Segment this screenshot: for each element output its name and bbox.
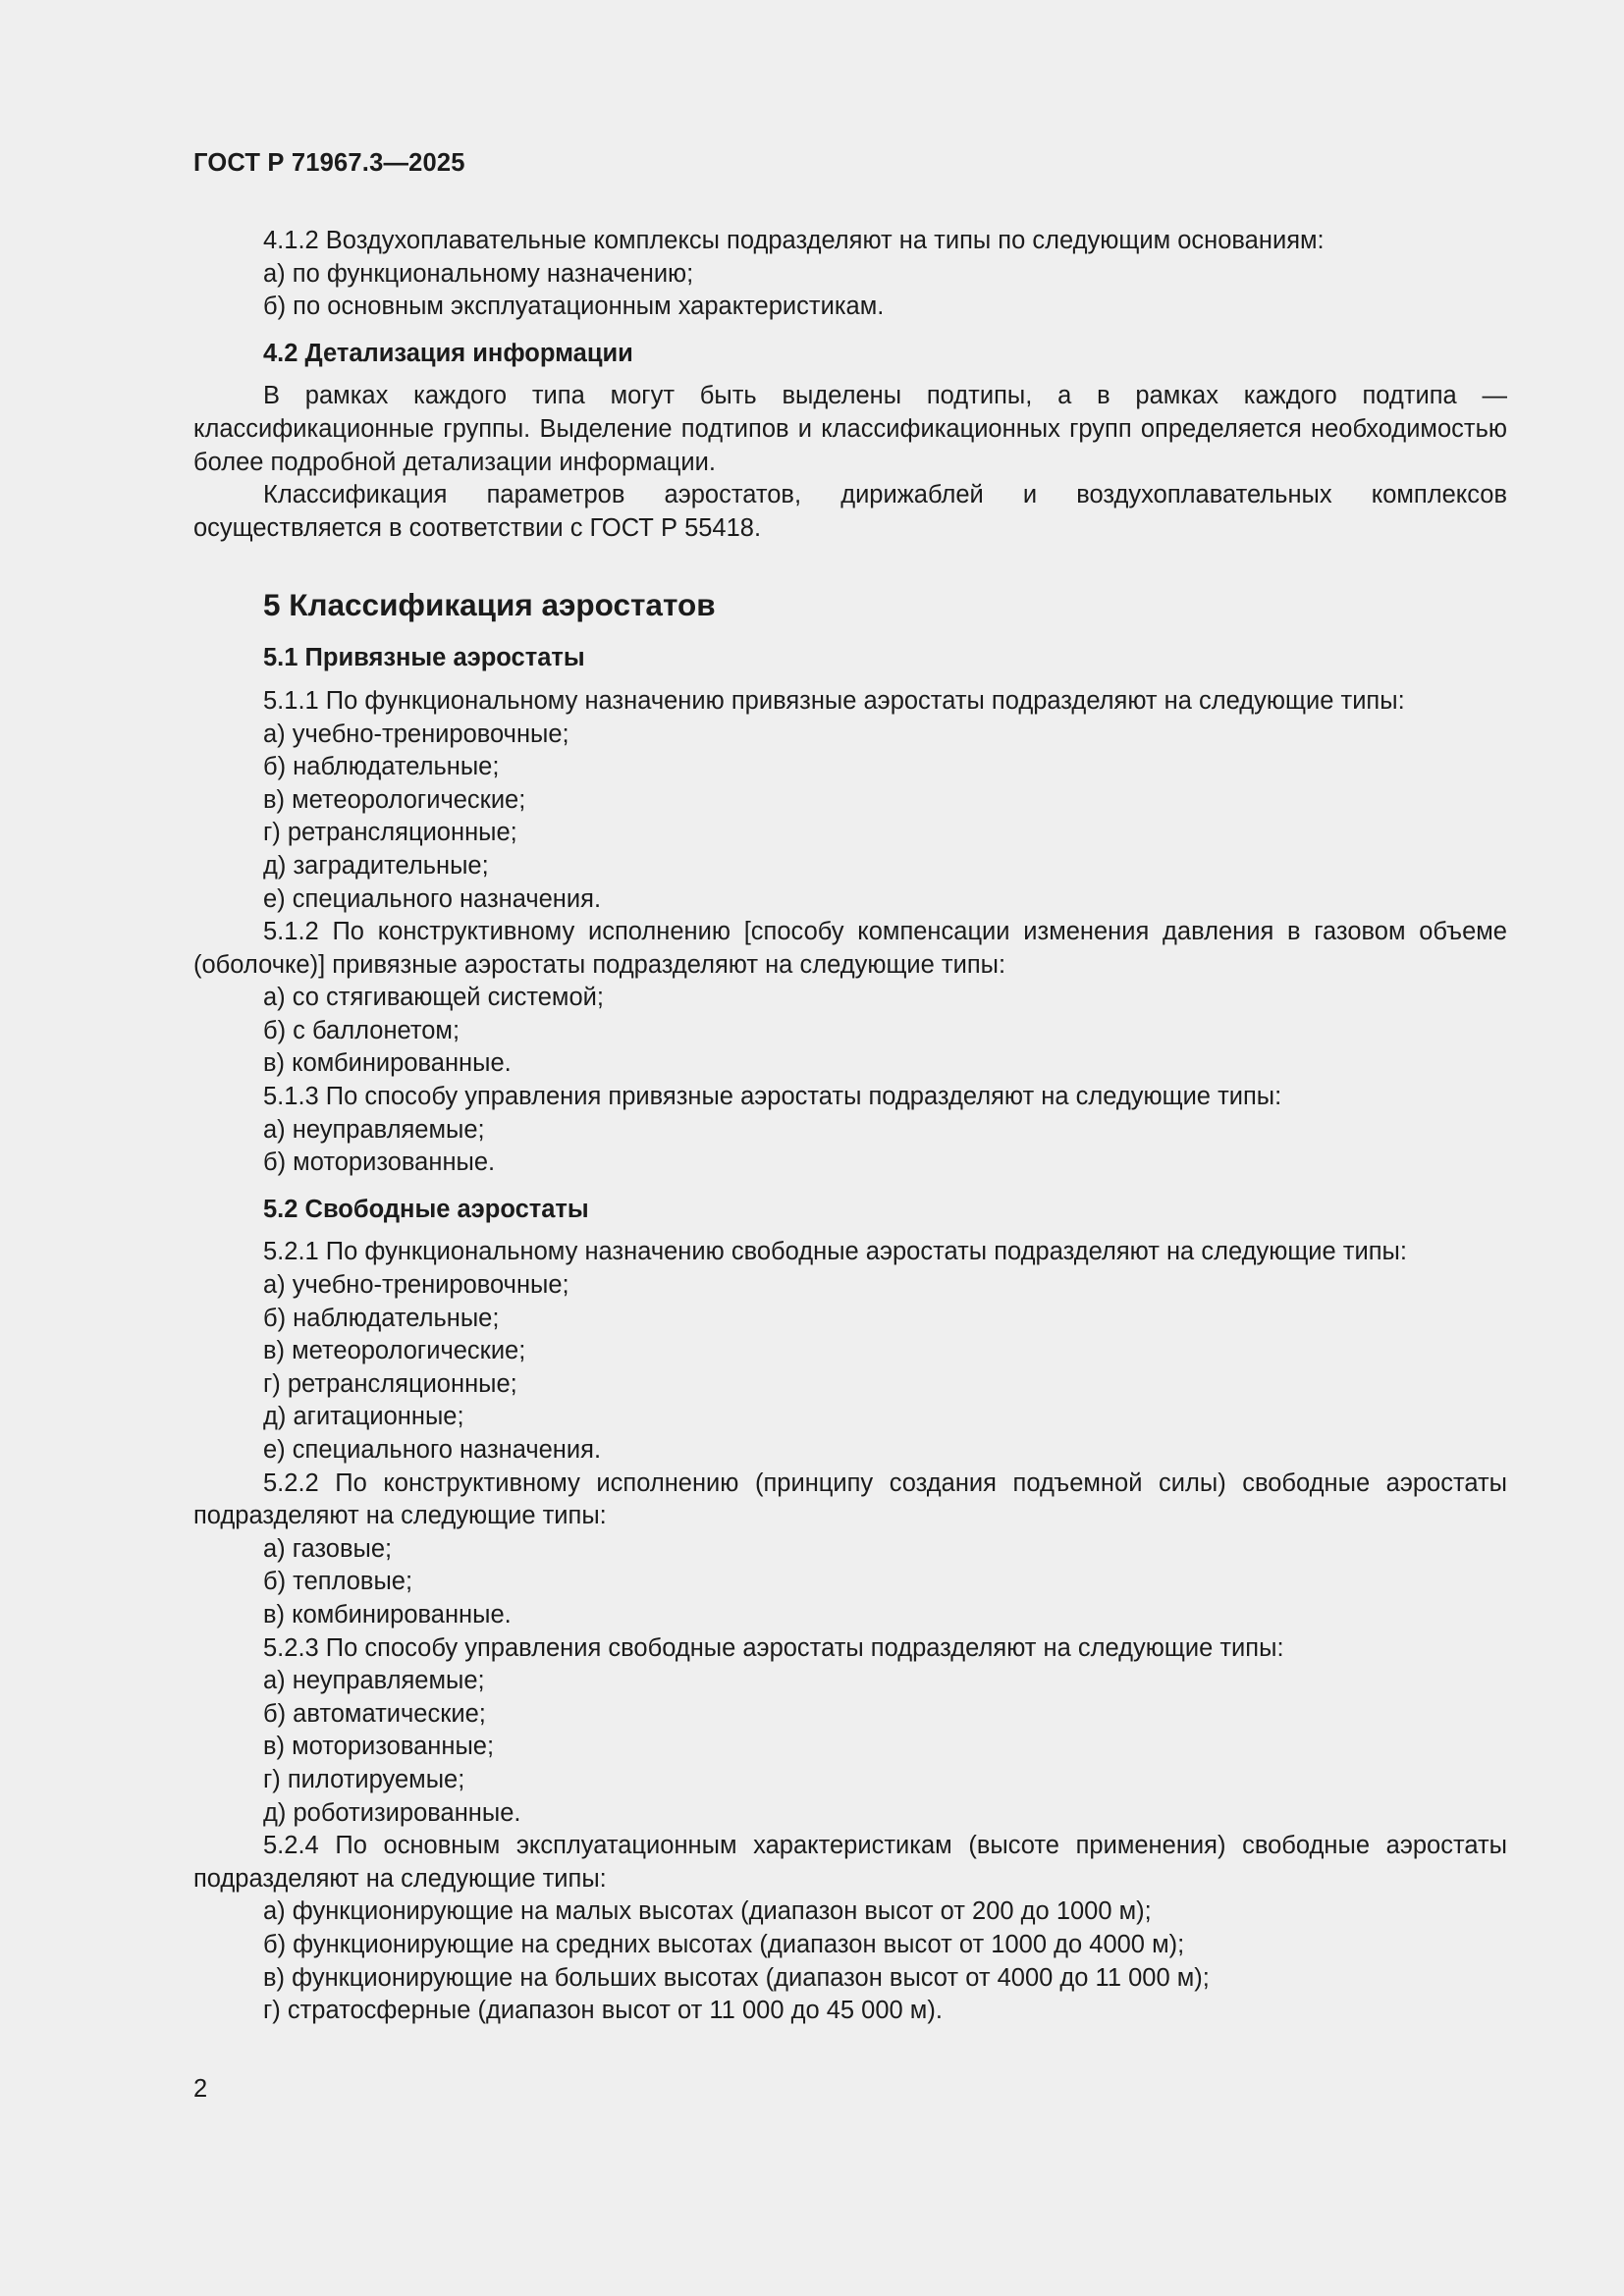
- list-item: в) метеорологические;: [263, 1337, 526, 1365]
- document-header: ГОСТ Р 71967.3—2025: [193, 149, 465, 177]
- list-item: б) тепловые;: [263, 1568, 413, 1596]
- list-item: б) наблюдательные;: [263, 753, 500, 781]
- list-item: б) наблюдательные;: [263, 1304, 500, 1332]
- paragraph: 4.1.2 Воздухоплавательные комплексы подразделяют на типы по следующим основаниям:: [263, 227, 1325, 254]
- paragraph: 5.1.2 По конструктивному исполнению [способу компенсации изменения давления в газовом объеме (оболочке)] привязные аэростаты подразделяют на следующие типы:: [193, 918, 1507, 979]
- paragraph: 5.1.3 По способу управления привязные аэростаты подразделяют на следующие типы:: [263, 1083, 1282, 1111]
- paragraph: Классификация параметров аэростатов, дирижаблей и воздухоплавательных комплексов осуществляется в соответствии с ГОСТ Р 55418.: [193, 481, 1507, 542]
- list-item: д) агитационные;: [263, 1403, 464, 1431]
- list-item: а) газовые;: [263, 1534, 393, 1563]
- list-item: в) комбинированные.: [263, 1600, 512, 1629]
- list-item: д) роботизированные.: [263, 1798, 521, 1827]
- list-item: в) моторизованные;: [263, 1733, 495, 1761]
- subsection-heading: 4.2 Детализация информации: [263, 339, 633, 367]
- paragraph: 5.1.1 По функциональному назначению привязные аэростаты подразделяют на следующие типы:: [263, 686, 1405, 715]
- paragraph: 5.2.1 По функциональному назначению свободные аэростаты подразделяют на следующие типы:: [263, 1238, 1407, 1266]
- list-item: г) ретрансляционные;: [263, 1369, 517, 1398]
- list-item: б) функционирующие на средних высотах (диапазон высот от 1000 до 4000 м);: [263, 1930, 1185, 1958]
- list-item: г) пилотируемые;: [263, 1765, 465, 1793]
- paragraph: В рамках каждого типа могут быть выделены подтипы, а в рамках каждого подтипа — классификационные группы. Выделение подтипов и классификационных групп определяется необходимостью более подробной детализации информации.: [193, 382, 1507, 476]
- list-item: в) метеорологические;: [263, 785, 526, 814]
- list-item: а) неуправляемые;: [263, 1115, 485, 1144]
- list-item: е) специального назначения.: [263, 884, 602, 913]
- paragraph: 5.2.2 По конструктивному исполнению (принципу создания подъемной силы) свободные аэростаты подразделяют на следующие типы:: [193, 1468, 1507, 1530]
- section-heading: 5 Классификация аэростатов: [263, 587, 716, 623]
- list-item: д) заградительные;: [263, 851, 489, 880]
- list-item: а) учебно-тренировочные;: [263, 1271, 569, 1300]
- page-number: 2: [193, 2075, 208, 2103]
- list-item: е) специального назначения.: [263, 1436, 602, 1464]
- subsection-heading: 5.2 Свободные аэростаты: [263, 1195, 589, 1223]
- paragraph: 5.2.4 По основным эксплуатационным характеристикам (высоте применения) свободные аэростаты подразделяют на следующие типы:: [193, 1832, 1507, 1893]
- list-item: б) по основным эксплуатационным характеристикам.: [263, 293, 885, 321]
- list-item: г) ретрансляционные;: [263, 819, 517, 847]
- list-item: г) стратосферные (диапазон высот от 11 000 до 45 000 м).: [263, 1997, 943, 2025]
- list-item: в) комбинированные.: [263, 1049, 512, 1078]
- paragraph: 5.2.3 По способу управления свободные аэростаты подразделяют на следующие типы:: [263, 1633, 1284, 1662]
- list-item: б) с баллонетом;: [263, 1016, 460, 1044]
- list-item: а) со стягивающей системой;: [263, 984, 604, 1012]
- list-item: а) учебно-тренировочные;: [263, 720, 569, 748]
- list-item: б) моторизованные.: [263, 1148, 496, 1177]
- list-item: а) неуправляемые;: [263, 1667, 485, 1695]
- document-body: [193, 225, 1507, 2028]
- list-item: б) автоматические;: [263, 1699, 486, 1728]
- subsection-heading: 5.1 Привязные аэростаты: [263, 644, 585, 672]
- list-item: а) функционирующие на малых высотах (диапазон высот от 200 до 1000 м);: [263, 1897, 1152, 1926]
- list-item: в) функционирующие на больших высотах (диапазон высот от 4000 до 11 000 м);: [263, 1963, 1210, 1992]
- list-item: а) по функциональному назначению;: [263, 259, 694, 288]
